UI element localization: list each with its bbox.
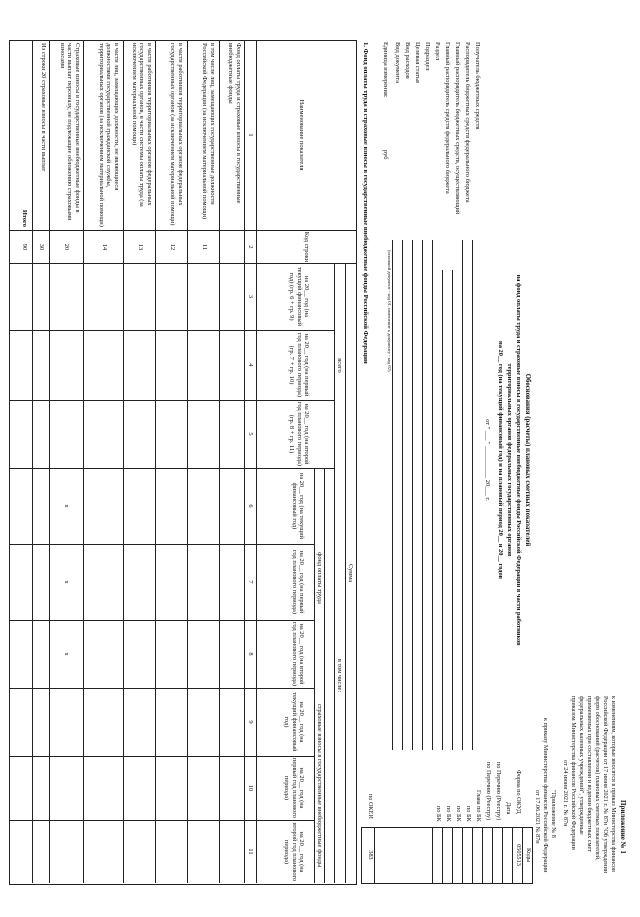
field-recipient: Получатель бюджетных средств [474,42,481,130]
appendix-line: форм обоснований (расчетов) плановых сметных показателей, [594,696,601,861]
codes-header: Коды [525,847,532,863]
appendix-line: от 24 июня 2021 г. № 87н [562,760,569,827]
appendix-line: применяемых при составлении и ведении бюджетных смет [586,696,593,852]
section-title: 1. Фонд оплаты труда и страховые взносы в государственные внебюджетные фонды Российской Федерации [362,42,369,364]
field-section: Раздел [434,42,441,61]
table-row: в части работников территориальных органов федеральных государственных органов (за исключением материальной помощи) [169,43,184,226]
okud-label: Форма по ОКУД [515,770,522,814]
field-doc-type: Вид документа [394,42,401,84]
row-code: 30 [38,243,45,251]
field-main-distributor-fb: Главный распорядитель средств федерального бюджета [444,42,451,194]
col-number: 10 [247,784,254,792]
okei-value: 383 [367,850,374,860]
head-total: всего [336,358,343,373]
col-number: 11 [247,848,254,855]
field-distributor: Распорядитель бюджетных средств федерального бюджета [464,42,471,203]
col-number: 9 [247,720,254,724]
table-row-total: Итого [21,209,28,227]
x-mark: х [63,580,70,584]
col-header: на 20__ год (на текущий финансовый год) [290,472,305,540]
table-row: Фонд оплаты труда и страховые взносы в государственные внебюджетные фонды [227,43,242,204]
table-row: в части лиц, замещающих должности, не являющиеся должностями государственной гражданской службы, территориальных органов (за исключением материальной помощи) [97,43,120,227]
row-code: 11 [201,243,208,251]
glava-label: Глава по БК [475,790,482,822]
date-label: Дата [505,802,512,815]
col-number: 5 [247,432,254,436]
bk-label: по БК [445,806,452,822]
table-row: Страховые взносы в государственные внебюджетные фонды в части выплат персоналу, не подлежащие обложению страховыми взносами [58,43,81,221]
col-header: на 20__ год (на второй год планового периода) [283,822,305,882]
appendix-title: Приложение № 1 [619,800,627,854]
head-code: Код строки [303,231,310,263]
col-header: на 20__ год (на текущий финансовый год) (гр. 6 + гр. 9) [288,266,310,327]
row-code: 13 [137,243,144,251]
field-main-distributor: Главный распорядитель бюджетных средств, осуществляющий [454,42,461,215]
head-incl: в том числе: [336,658,343,693]
col-number: 7 [247,580,254,584]
x-mark: х [63,652,70,656]
doc-type-hint: (основной документ - код 01, изменение к документу - код 02) [387,250,392,372]
col-header: на 20__ год (на первый год планового периода) [290,550,305,614]
row-code: 12 [169,243,176,251]
col-number: 8 [247,652,254,656]
table-row: в части работников территориальных органов федеральных государственных органов, в части системы оплаты труда (за исключением материальной помощи) [130,43,153,207]
registry-label: по Перечню (Реестру) [495,762,502,821]
field-unit-value: руб [382,150,389,160]
col-number: 1 [247,133,254,137]
col-number: 2 [247,245,254,249]
head-ins: страховые взносы в государственные внебюджетные фонды [316,703,323,868]
codes-box [361,827,533,884]
okud-value: 0505513 [515,844,522,866]
col-number: 6 [247,504,254,508]
appendix-line: Российской Федерации от 17 июня 2021 г. № 87н "Об утверждении [602,696,609,874]
doc-title-line: на фонд оплаты труда и страховые взносы в государственные внебюджетные фонды Российской Федерации в части работников [515,274,522,646]
appendix-line: федеральных казенных учреждений", утвержденные [578,696,585,835]
field-target-article: Целевая статья [414,42,421,83]
doc-title-line: Обоснования (расчеты) плановых сметных показателей [524,373,531,547]
head-name: Наименование показателя [298,99,305,171]
appendix-sub-line: от 17.06.2021 № 87н [534,790,541,844]
x-mark: х [63,504,70,508]
row-code: 14 [101,243,108,251]
col-header: на 20__ год (на второй год планового периода) (гр. 8 + гр. 11) [288,402,310,466]
bk-label: по БК [435,806,442,822]
doc-title-line: территориальных органов федеральных государственных органов [506,363,513,557]
head-fot: фонд оплаты труда [316,552,323,604]
row-code: 20 [63,243,70,251]
appendix-line: к изменениям, которые вносятся в приказ Министерства финансов [610,696,617,872]
appendix-line: приказом Министерства финансов Российской Федерации [570,696,577,850]
col-header: на 20__ год (на второй год планового периода) [290,622,305,686]
col-number: 4 [247,363,254,367]
registry-label: по Перечню (Реестру) [485,762,492,821]
field-expense-type: Вид расходов [404,42,411,79]
head-sums: Сумма [347,563,354,583]
row-code: 90 [21,243,28,251]
col-header: на 20__ год (на первый год планового периода) (гр. 7 + гр. 10) [288,333,310,397]
appendix-sub-line: к приказу Министерства финансов Российской Федерации [542,718,549,873]
field-subsection: Подраздел [424,42,431,71]
col-number: 3 [247,294,254,299]
doc-date-line: от " ___ " __________ 20___ г. [484,419,491,501]
field-unit: Единица измерения: [382,42,389,98]
bk-label: по БК [465,806,472,822]
okei-label: по ОКЕИ [367,794,374,819]
bk-label: по БК [455,806,462,822]
col-header: на 20__ год (на текущий финансовый год) [283,692,305,752]
table-row: в том числе лиц, замещающих государственные должности Российской Федерации (за исключением материальной помощи) [201,43,216,220]
col-header: на 20__ год (на первый год планового периода) [283,758,305,818]
table-row: Из строки 20 страховые взносы в части выплат [40,43,47,172]
appendix-sub-line: "Приложение № 8 [550,790,557,838]
doc-title-line: на 20__ год (на текущий финансовый год) и на плановый период 20__ и 20__ годов [497,341,504,579]
